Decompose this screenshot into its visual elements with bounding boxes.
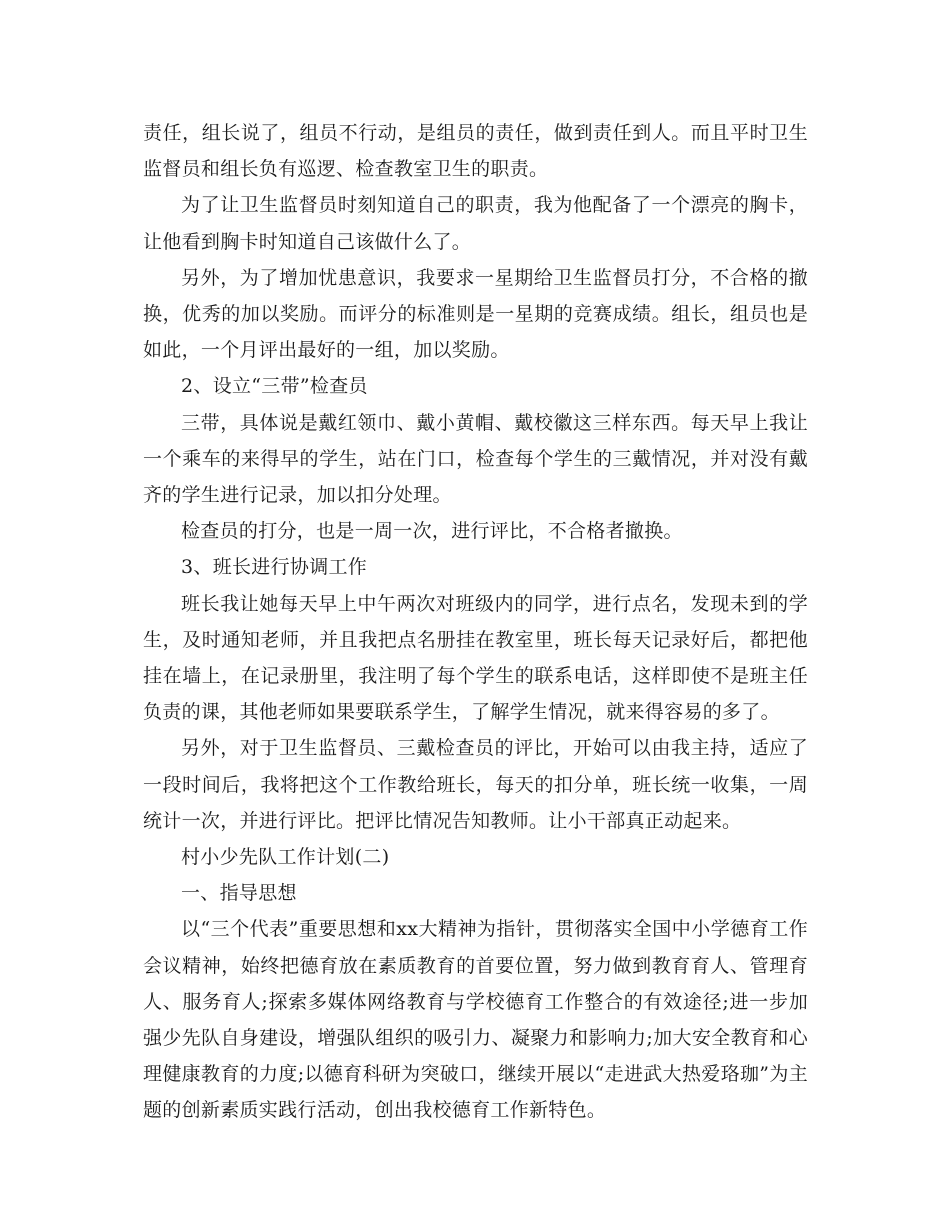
document-body — [143, 115, 808, 1129]
paragraph-guiding-thought: 以“三个代表”重要思想和xx大精神为指针，贯彻落实全国中小学德育工作会议精神，始终把德育放在素质教育的首要位置，努力做到教育育人、管理育人、服务育人;探索多媒体网络教育与学校德育工作整合的有效途径;进一步加强少先队自身建设，增强队组织的吸引力、凝聚力和影响力;加大安全教育和心理健康教育的力度;以德育科研为突破口，继续开展以“走进武大热爱珞珈”为主题的创新素质实践行活动，创出我校德育工作新特色。 — [143, 918, 808, 1122]
paragraph-three-items: 三带，具体说是戴红领巾、戴小黄帽、戴校徽这三样东西。每天早上我让一个乘车的来得早的学生，站在门口，检查每个学生的三戴情况，并对没有戴齐的学生进行记录，加以扣分处理。 — [143, 411, 808, 507]
paragraph-monitor: 班长我让她每天早上中午两次对班级内的同学，进行点名，发现未到的学生，及时通知老师，并且我把点名册挂在教室里，班长每天记录好后，都把他挂在墙上，在记录册里，我注明了每个学生的联系电话，这样即使不是班主任负责的课，其他老师如果要联系学生，了解学生情况，就来得容易的多了。 — [143, 592, 808, 724]
paragraph-responsibility: 责任，组长说了，组员不行动，是组员的责任，做到责任到人。而且平时卫生监督员和组长负有巡逻、检查教室卫生的职责。 — [143, 122, 808, 181]
paragraph-scoring: 另外，为了增加忧患意识，我要求一星期给卫生监督员打分，不合格的撤换，优秀的加以奖励。而评分的标准则是一星期的竞赛成绩。组长，组员也是如此，一个月评出最好的一组，加以奖励。 — [143, 266, 808, 362]
section-heading-three-items: 2、设立“三带”检查员 — [181, 375, 368, 398]
section-heading-guiding-thought: 一、指导思想 — [181, 882, 297, 905]
paragraph-evaluation: 另外，对于卫生监督员、三戴检查员的评比，开始可以由我主持，适应了一段时间后，我将把这个工作教给班长，每天的扣分单，班长统一收集，一周统计一次，并进行评比。把评比情况告知教师。让小干部真正动起来。 — [143, 737, 808, 832]
paragraph-inspector-scoring: 检查员的打分，也是一周一次，进行评比，不合格者撤换。 — [181, 520, 683, 543]
plan-title: 村小少先队工作计划(二) — [181, 846, 390, 869]
section-heading-monitor: 3、班长进行协调工作 — [181, 556, 368, 579]
paragraph-badge: 为了让卫生监督员时刻知道自己的职责，我为他配备了一个漂亮的胸卡，让他看到胸卡时知道自己该做什么了。 — [143, 194, 808, 253]
